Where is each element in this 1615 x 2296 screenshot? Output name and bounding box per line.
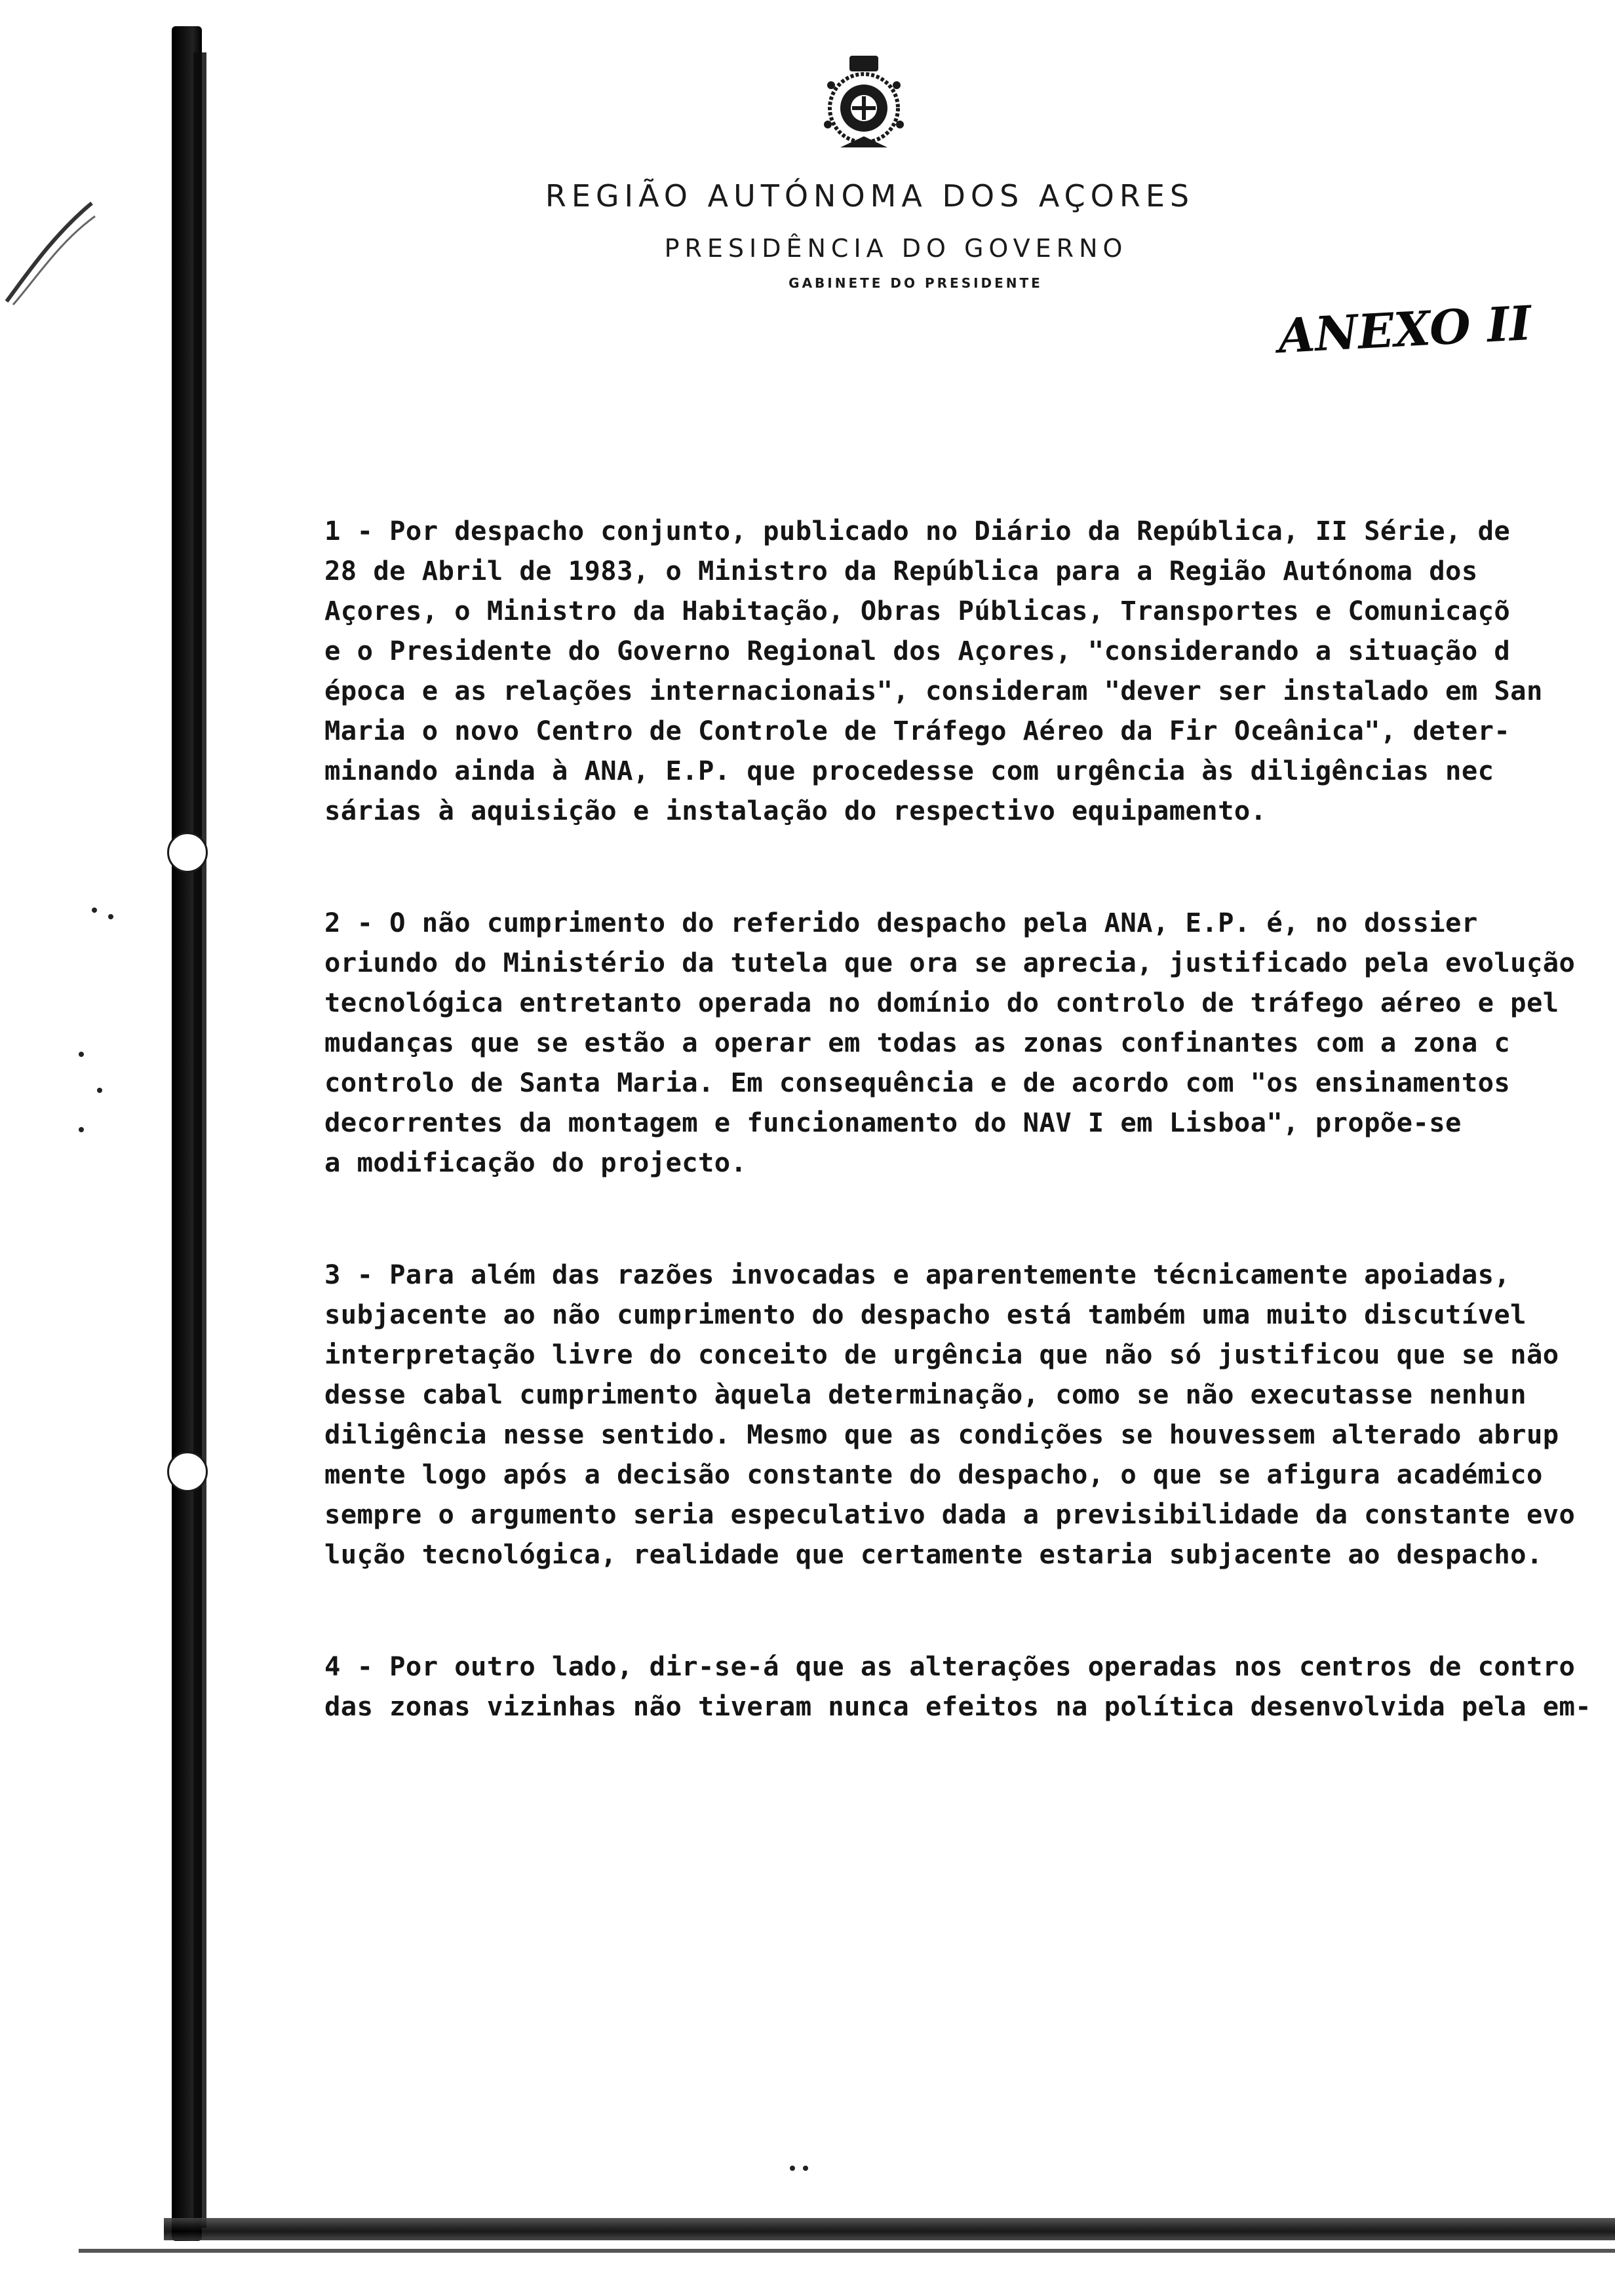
text-line: 1 - Por despacho conjunto, publicado no Diário da República, II Série, de [324,515,1511,546]
text-line: das zonas vizinhas não tiveram nunca efeitos na política desenvolvida pela em- [324,1691,1592,1722]
text-line: minando ainda à ANA, E.P. que procedesse com urgência às diligências nec [324,755,1494,786]
scan-bottom-smear [164,2218,1615,2240]
letterhead-cabinet: GABINETE DO PRESIDENTE [788,275,1043,291]
text-line: 28 de Abril de 1983, o Ministro da República para a Região Autónoma dos [324,555,1478,586]
text-line: subjacente ao não cumprimento do despacho está também uma muito discutível [324,1299,1527,1330]
text-line: época e as relações internacionais", consideram "dever ser instalado em San [324,675,1543,706]
text-line: sempre o argumento seria especulativo dada a previsibilidade da constante evo [324,1499,1576,1530]
text-line: 3 - Para além das razões invocadas e aparentemente técnicamente apoiadas, [324,1259,1511,1290]
text-line: diligência nesse sentido. Mesmo que as condições se houvessem alterado abrup [324,1419,1559,1450]
paragraph-2 [324,903,1589,1183]
letterhead-region: REGIÃO AUTÓNOMA DOS AÇORES [545,178,1195,214]
text-line: tecnológica entretanto operada no domínio do controlo de tráfego aéreo e pel [324,987,1559,1018]
paragraph-3 [324,1255,1589,1575]
text-line: 2 - O não cumprimento do referido despacho pela ANA, E.P. é, no dossier [324,907,1478,938]
text-line: mudanças que se estão a operar em todas as zonas confinantes com a zona c [324,1027,1511,1058]
text-line: controlo de Santa Maria. Em consequência e de acordo com "os ensinamentos [324,1067,1511,1098]
text-line: oriundo do Ministério da tutela que ora se aprecia, justificado pela evolução [324,947,1576,978]
paragraph-1 [324,511,1589,831]
text-line: Açores, o Ministro da Habitação, Obras Públicas, Transportes e Comunicaçõ [324,595,1511,626]
text-line: 4 - Por outro lado, dir-se-á que as alterações operadas nos centros de contro [324,1651,1576,1682]
scan-bottom-edge [79,2249,1615,2253]
text-line: interpretação livre do conceito de urgência que não só justificou que se não [324,1339,1559,1370]
scan-speck [97,1088,102,1093]
text-line: sárias à aquisição e instalação do respectivo equipamento. [324,795,1267,826]
text-line: lução tecnológica, realidade que certamente estaria subjacente ao despacho. [324,1539,1543,1570]
scan-binding-edge [193,52,206,2228]
scan-speck [79,1127,84,1132]
text-line: mente logo após a decisão constante do despacho, o que se afigura académico [324,1459,1543,1490]
document-body [324,511,1592,1799]
scan-speck [803,2166,808,2171]
text-line: a modificação do projecto. [324,1147,747,1178]
azores-coat-of-arms-icon [811,46,916,157]
scan-speck [790,2166,795,2171]
punch-hole [167,1451,208,1492]
text-line: decorrentes da montagem e funcionamento do NAV I em Lisboa", propõe-se [324,1107,1462,1138]
handwritten-annex-mark: ANEXO II [1277,294,1533,364]
scan-speck [108,914,113,919]
punch-hole [167,832,208,873]
letterhead-presidency: PRESIDÊNCIA DO GOVERNO [664,234,1128,263]
text-line: Maria o novo Centro de Controle de Tráfego Aéreo da Fir Oceânica", deter- [324,715,1511,746]
scan-speck [92,908,97,913]
scan-speck [79,1052,84,1057]
text-line: e o Presidente do Governo Regional dos Açores, "considerando a situação d [324,635,1511,666]
paragraph-4 [324,1647,1592,1727]
text-line: desse cabal cumprimento àquela determinação, como se não executasse nenhun [324,1379,1527,1410]
